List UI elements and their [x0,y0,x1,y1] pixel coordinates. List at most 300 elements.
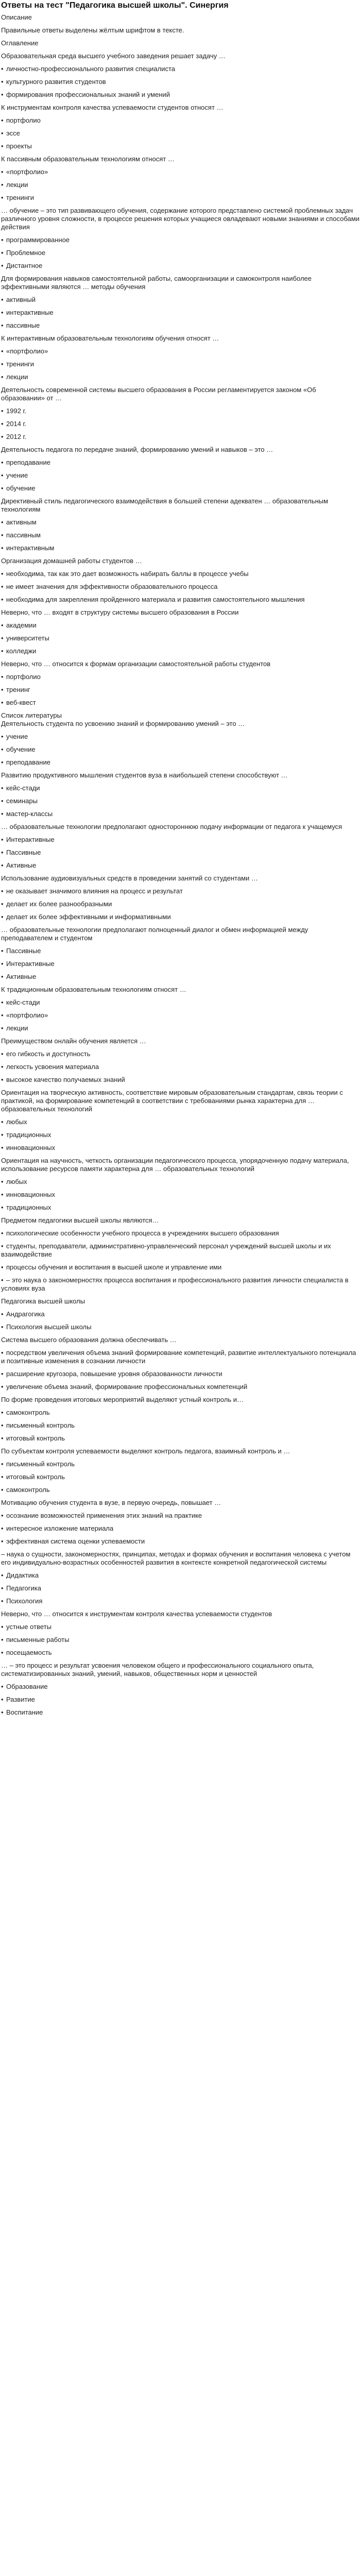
answer-option [1,78,360,86]
bullet-icon: • [1,1696,4,1703]
answer-text: веб-квест [6,699,36,706]
bullet-icon: • [1,1584,4,1592]
answer-option [1,1349,360,1365]
answer-option [1,142,360,150]
answer-text: устные ответы [6,1623,51,1631]
answer-text: студенты, преподаватели, административно-управленческий персонал учреждений высшей школы и их взаимодействие [1,1242,331,1258]
answer-text: Дистантное [6,262,43,269]
question-text: К инструментам контроля качества успеваемости студентов относят … [1,104,224,111]
answer-text: обучение [6,745,36,753]
bullet-icon: • [1,420,4,428]
answer-list [1,1409,360,1443]
answer-option [1,973,360,981]
question-block [0,874,361,921]
answer-option [1,596,360,604]
answer-option [1,360,360,368]
answer-text: Психология [6,1597,43,1605]
question-text: … образовательные технологии предполагают полноценный диалог и обмен информацией между преподавателем и студентом [1,926,308,942]
answer-text: делает их более разнообразными [6,900,112,908]
question-text: Деятельность педагога по передаче знаний, формированию умений и навыков – это … [1,446,273,453]
question-block [0,711,361,767]
question-block [0,1499,361,1546]
question-text: Развитию продуктивного мышления студентов вуза в наибольшей степени способствуют … [1,771,288,779]
question-text: Неверно, что … относится к формам организации самостоятельной работы студентов [1,660,271,668]
answer-option [1,570,360,578]
bullet-icon: • [1,531,4,539]
description-heading: Описание [1,13,32,21]
answer-text: «портфолио» [6,347,48,355]
bullet-icon: • [1,1460,4,1468]
question-block [0,1297,361,1331]
answer-option [1,168,360,176]
answer-list [1,1229,360,1293]
answer-text: Дидактика [6,1571,39,1579]
answer-list [1,1683,360,1717]
answer-option [1,1370,360,1378]
question-block [0,334,361,381]
answer-text: итоговый контроль [6,1434,65,1442]
answer-list [1,518,360,552]
answer-option [1,1421,360,1430]
answer-text: семинары [6,797,38,805]
question-text: Организация домашней работы студентов … [1,557,142,565]
bullet-icon: • [1,484,4,492]
bullet-icon: • [1,309,4,316]
answer-option [1,1063,360,1071]
question-text: Ориентация на научность, четкость организации педагогического процесса, упорядоченную подачу материала, использование ресурсов памяти характерна для … образовательных технологий [1,1157,349,1173]
question-text: … образовательные технологии предполагают одностороннюю подачу информации от педагога к учащемуся [1,823,342,831]
question-text: Преимуществом онлайн обучения является … [1,1037,146,1045]
answer-option [1,686,360,694]
question-text: Список литературы Деятельность студента по усвоению знаний и формированию умений – это … [1,711,245,727]
question-text: Ориентация на творческую активность, соответствие мировым образовательным стандартам, связь теории с практикой, на формирование компетенций в соответствии с требованиями рынка характерна для … образовательных технологий [1,1089,343,1113]
answer-option [1,1263,360,1272]
answer-option [1,236,360,244]
answer-text: колледжи [6,647,37,655]
answer-option [1,116,360,125]
answer-text: кейс-стади [6,784,40,792]
answer-text: портфолио [6,116,41,124]
answer-text: – это наука о закономерностях процесса воспитания и профессионального развития личности специалиста в условиях вуза [1,1276,349,1292]
answer-text: преподавание [6,758,50,766]
bullet-icon: • [1,621,4,629]
answer-text: любых [6,1178,27,1185]
answer-option [1,1310,360,1318]
answer-text: лекции [6,181,28,189]
answer-text: процессы обучения и воспитания в высшей школе и управление ими [6,1263,222,1271]
answer-option [1,900,360,908]
bullet-icon: • [1,1623,4,1631]
answer-option [1,699,360,707]
answer-option [1,1460,360,1468]
answer-option [1,181,360,189]
bullet-icon: • [1,634,4,642]
answer-text: Психология высшей школы [6,1323,92,1331]
answer-list [1,1050,360,1084]
answer-option [1,1024,360,1032]
answer-list [1,836,360,870]
answer-list [1,65,360,99]
question-block [0,275,361,330]
answer-text: итоговый контроль [6,1473,65,1481]
answer-option [1,1486,360,1494]
question-block [0,926,361,981]
answer-text: Активные [6,973,37,980]
bullet-icon: • [1,797,4,805]
answer-list [1,1310,360,1331]
bullet-icon: • [1,347,4,355]
answer-list [1,887,360,921]
question-block [0,771,361,818]
answer-text: тренинги [6,194,35,201]
answer-text: легкость усвоения материала [6,1063,99,1071]
answer-option [1,1323,360,1331]
answer-option [1,1242,360,1259]
answer-text: университеты [6,634,49,642]
answer-list [1,784,360,818]
answer-text: учение [6,733,28,740]
answer-option [1,373,360,381]
answer-option [1,998,360,1007]
answer-text: портфолио [6,673,41,681]
bullet-icon: • [1,1473,4,1481]
answer-option [1,1597,360,1605]
answer-text: Интерактивные [6,960,55,968]
question-text: … обучение – это тип развивающего обучения, содержание которого представлено системой проблемных задач различного уровня сложности, в процессе решения которых учащиеся овладевают новыми знаниями и способами действия [1,207,360,231]
question-text: К пассивным образовательным технологиям относят … [1,155,175,163]
answer-option [1,1276,360,1293]
answer-list [1,1349,360,1391]
answer-option [1,1524,360,1533]
question-block [0,660,361,707]
bullet-icon: • [1,1063,4,1071]
answer-option [1,459,360,467]
bullet-icon: • [1,1310,4,1318]
answer-text: Проблемное [6,249,46,257]
answer-text: Пассивные [6,947,41,955]
question-text: К традиционным образовательным технологиям относят … [1,986,186,993]
question-text: Педагогика высшей школы [1,1297,85,1305]
answer-text: 1992 г. [6,407,27,415]
question-block [0,823,361,870]
answer-option [1,647,360,655]
answer-text: тренинги [6,360,35,368]
answer-option [1,1409,360,1417]
answer-list [1,673,360,707]
bullet-icon: • [1,596,4,603]
bullet-icon: • [1,373,4,381]
answer-list [1,459,360,493]
answer-option [1,544,360,552]
answer-text: Развитие [6,1696,35,1703]
bullet-icon: • [1,1229,4,1237]
bullet-icon: • [1,1636,4,1643]
bullet-icon: • [1,1118,4,1126]
question-text: По форме проведения итоговых мероприятий выделяют устный контроль и… [1,1396,244,1403]
answer-text: интерактивным [6,544,55,552]
answer-option [1,433,360,441]
answer-list [1,733,360,767]
question-text: … – это процесс и результат усвоения человеком общего и профессионального социального опыта, систематизированных знаний, умений, навыков, общественных норм и ценностей [1,1662,314,1677]
answer-text: эффективная система оценки успеваемости [6,1537,145,1545]
question-text: – наука о сущности, закономерностях, принципах, методах и формах обучения и воспитания человека с учетом его индивидуально-возрастных особенностей развития в контексте конкретной педагогической системы [1,1550,351,1566]
answer-option [1,1571,360,1580]
answer-text: академии [6,621,37,629]
bullet-icon: • [1,960,4,968]
answer-text: лекции [6,1024,28,1032]
bullet-icon: • [1,900,4,908]
bullet-icon: • [1,129,4,137]
bullet-icon: • [1,810,4,818]
bullet-icon: • [1,1076,4,1083]
answer-text: самоконтроль [6,1486,50,1494]
answer-text: любых [6,1118,27,1126]
bullet-icon: • [1,1683,4,1690]
bullet-icon: • [1,168,4,176]
bullet-icon: • [1,236,4,244]
bullet-icon: • [1,91,4,98]
answer-option [1,1649,360,1657]
answer-text: Пассивные [6,849,41,856]
bullet-icon: • [1,913,4,921]
bullet-icon: • [1,887,4,895]
bullet-icon: • [1,142,4,150]
question-block [0,446,361,493]
bullet-icon: • [1,116,4,124]
answer-list [1,236,360,270]
answer-text: Андрагогика [6,1310,45,1318]
answer-text: учение [6,471,28,479]
bullet-icon: • [1,1649,4,1656]
answer-text: осознание возможностей применения этих знаний на практике [6,1512,202,1519]
question-block [0,207,361,270]
answer-option [1,1434,360,1443]
answer-text: формирования профессиональных знаний и умений [6,91,170,98]
bullet-icon: • [1,296,4,303]
bullet-icon: • [1,1144,4,1151]
answer-text: письменный контроль [6,1421,75,1429]
answer-option [1,296,360,304]
question-block [0,1157,361,1212]
answer-list [1,1512,360,1546]
answer-option [1,861,360,870]
answer-option [1,1191,360,1199]
answer-text: 2014 г. [6,420,27,428]
question-text: Образовательная среда высшего учебного заведения решает задачу … [1,52,226,60]
bullet-icon: • [1,407,4,415]
answer-option [1,1229,360,1238]
bullet-icon: • [1,65,4,73]
answer-option [1,249,360,257]
bullet-icon: • [1,570,4,578]
bullet-icon: • [1,1050,4,1058]
answer-list [1,1571,360,1605]
answer-text: Образование [6,1683,48,1690]
answer-text: его гибкость и доступность [6,1050,91,1058]
bullet-icon: • [1,1708,4,1716]
answer-option [1,1473,360,1481]
answer-text: посещаемость [6,1649,52,1656]
answer-text: не имеет значения для эффективности образовательного процесса [6,583,218,590]
bullet-icon: • [1,1597,4,1605]
answer-option [1,960,360,968]
answer-option [1,745,360,754]
question-block [0,155,361,202]
answer-option [1,849,360,857]
answer-option [1,347,360,355]
bullet-icon: • [1,1276,4,1284]
answer-option [1,634,360,642]
answer-option [1,484,360,493]
answer-text: Интерактивные [6,836,55,843]
answer-option [1,1636,360,1644]
bullet-icon: • [1,699,4,706]
bullet-icon: • [1,1263,4,1271]
answer-text: тренинг [6,686,30,693]
question-text: Для формирования навыков самостоятельной работы, самоорганизации и самоконтроля наиболее эффективными являются … методы обучения [1,275,312,291]
answer-text: психологические особенности учебного процесса в учреждениях высшего образования [6,1229,279,1237]
answer-option [1,471,360,480]
bullet-icon: • [1,1524,4,1532]
bullet-icon: • [1,249,4,257]
bullet-icon: • [1,1191,4,1198]
bullet-icon: • [1,673,4,681]
answer-text: пассивным [6,531,41,539]
answer-text: мастер-классы [6,810,53,818]
answer-option [1,420,360,428]
bullet-icon: • [1,1011,4,1019]
question-text: К интерактивным образовательным технологиям обучения относят … [1,334,219,342]
answer-list [1,621,360,655]
question-text: Использование аудиовизуальных средств в проведении занятий со студентами … [1,874,258,882]
answer-text: расширение кругозора, повышение уровня образованности личности [6,1370,222,1378]
bullet-icon: • [1,733,4,740]
answer-text: обучение [6,484,36,492]
answer-text: посредством увеличения объема знаний формирование компетенций, развитие интеллектуального потенциала и позитивные изменения в сознании личности [1,1349,356,1365]
answer-list [1,1460,360,1494]
answer-text: культурного развития студентов [6,78,106,86]
question-block [0,1662,361,1717]
answer-list [1,947,360,981]
answer-text: «портфолио» [6,168,48,176]
contents-heading: Оглавление [1,39,39,47]
answer-option [1,1144,360,1152]
bullet-icon: • [1,861,4,869]
bullet-icon: • [1,947,4,955]
answer-list [1,407,360,441]
answer-option [1,836,360,844]
answer-option [1,531,360,539]
bullet-icon: • [1,459,4,466]
bullet-icon: • [1,758,4,766]
bullet-icon: • [1,1571,4,1579]
answer-option [1,1178,360,1186]
bullet-icon: • [1,1537,4,1545]
bullet-icon: • [1,583,4,590]
bullet-icon: • [1,784,4,792]
bullet-icon: • [1,1024,4,1032]
question-block [0,1396,361,1443]
bullet-icon: • [1,1512,4,1519]
bullet-icon: • [1,1204,4,1211]
question-block [0,497,361,552]
answer-list [1,1178,360,1212]
bullet-icon: • [1,1383,4,1391]
answer-text: 2012 г. [6,433,27,440]
answer-list [1,998,360,1032]
answer-option [1,65,360,73]
answer-text: письменные работы [6,1636,70,1643]
answer-option [1,407,360,415]
answer-list [1,168,360,202]
answer-option [1,129,360,138]
answer-option [1,1683,360,1691]
answer-option [1,913,360,921]
bullet-icon: • [1,181,4,189]
question-block [0,557,361,604]
answer-text: инновационных [6,1191,55,1198]
question-block [0,1216,361,1293]
answer-text: личностно-профессионального развития специалиста [6,65,176,73]
question-text: Деятельность современной системы высшего образования в России регламентируется законом «Об образовании» от … [1,386,316,402]
question-text: Директивный стиль педагогического взаимодействия в большей степени адекватен … образовательным технологиям [1,497,329,513]
question-block [0,986,361,1032]
answer-list [1,347,360,381]
bullet-icon: • [1,78,4,86]
bullet-icon: • [1,360,4,368]
question-text: Неверно, что … входят в структуру системы высшего образования в России [1,608,239,616]
bullet-icon: • [1,1370,4,1378]
answer-list [1,1623,360,1657]
answer-option [1,1584,360,1592]
answer-option [1,673,360,681]
page-title: Ответы на тест "Педагогика высшей школы". Синергия [1,1,229,10]
answer-option [1,583,360,591]
answer-option [1,1076,360,1084]
answer-text: эссе [6,129,20,137]
answer-list [1,1118,360,1152]
bullet-icon: • [1,262,4,269]
bullet-icon: • [1,321,4,329]
answer-option [1,1131,360,1139]
question-text: Система высшего образования должна обеспечивать … [1,1336,177,1344]
bullet-icon: • [1,544,4,552]
question-block [0,1447,361,1494]
answer-text: кейс-стади [6,998,40,1006]
bullet-icon: • [1,1178,4,1185]
answer-text: Воспитание [6,1708,43,1716]
answer-text: Педагогика [6,1584,41,1592]
answer-option [1,621,360,630]
question-text: Мотивацию обучения студента в вузе, в первую очередь, повышает … [1,1499,221,1506]
answer-option [1,1118,360,1126]
question-block [0,386,361,441]
bullet-icon: • [1,471,4,479]
answer-text: необходима для закрепления пройденного материала и развития самостоятельного мышления [6,596,305,603]
answer-option [1,1011,360,1020]
question-text: Неверно, что … относится к инструментам контроля качества успеваемости студентов [1,1610,272,1618]
bullet-icon: • [1,1434,4,1442]
answer-text: необходима, так как это дает возможность набирать баллы в процессе учебы [6,570,249,578]
answer-option [1,91,360,99]
answer-text: проекты [6,142,32,150]
question-block [0,1550,361,1605]
answer-text: активным [6,518,37,526]
answer-text: самоконтроль [6,1409,50,1416]
answer-option [1,784,360,792]
bullet-icon: • [1,998,4,1006]
bullet-icon: • [1,973,4,980]
